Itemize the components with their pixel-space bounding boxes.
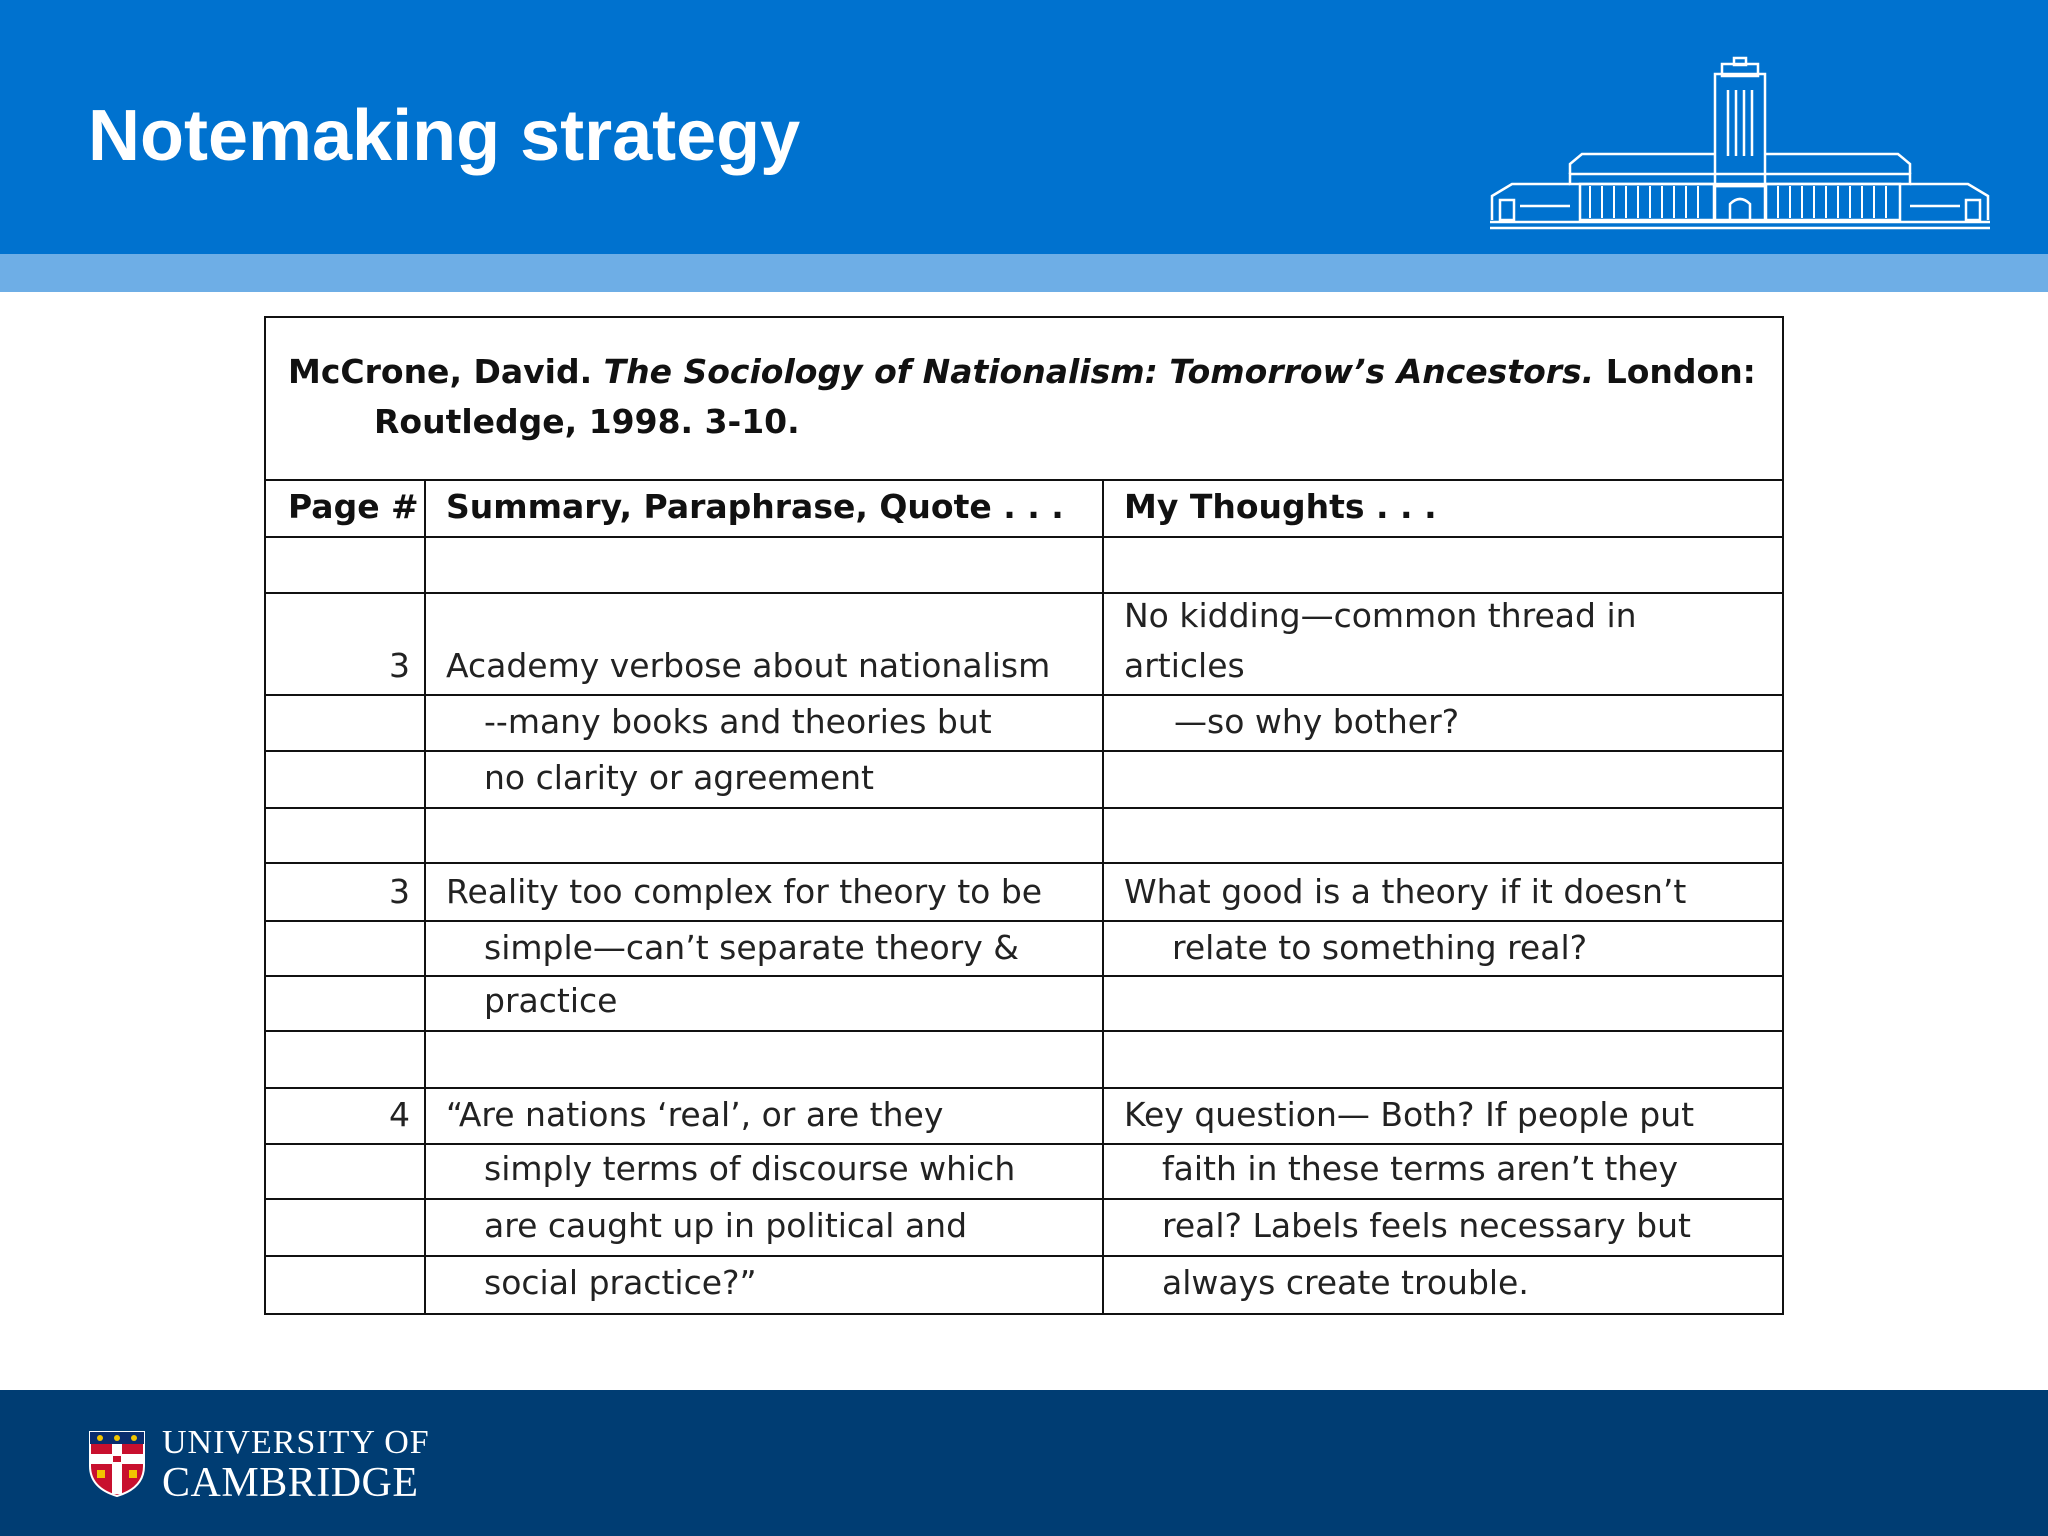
summary-text: simple—can’t separate theory & (484, 928, 1019, 967)
summary-text: no clarity or agreement (484, 758, 874, 797)
citation-book-title: The Sociology of Nationalism: Tomorrow’s Ancestors. (603, 352, 1595, 391)
page-number: 4 (389, 1095, 410, 1134)
table-row (266, 809, 1782, 864)
summary-text: practice (484, 981, 618, 1020)
summary-text: are caught up in political and (484, 1206, 968, 1245)
summary-text: Reality too complex for theory to be (446, 872, 1043, 911)
thoughts-text: —so why bother? (1174, 702, 1460, 741)
thoughts-text: articles (1124, 646, 1245, 685)
summary-text: --many books and theories but (484, 702, 992, 741)
table-row (266, 922, 1782, 977)
page-number: 3 (389, 646, 410, 685)
summary-text: “Are nations ‘real’, or are they (446, 1095, 944, 1134)
table-row (266, 1145, 1782, 1200)
table-row (266, 1032, 1782, 1089)
table-row (266, 1089, 1782, 1145)
header-thoughts: My Thoughts . . . (1124, 487, 1437, 526)
thoughts-text: relate to something real? (1172, 928, 1588, 967)
thoughts-text: What good is a theory if it doesn’t (1124, 872, 1687, 911)
university-name-line-2: CAMBRIDGE (162, 1460, 419, 1506)
thoughts-text: Key question— Both? If people put (1124, 1095, 1695, 1134)
university-name-line-1: UNIVERSITY OF (162, 1424, 430, 1461)
citation-place: London: (1594, 352, 1756, 391)
table-row (266, 864, 1782, 922)
summary-text: simply terms of discourse which (484, 1149, 1016, 1188)
citation-block (266, 318, 1782, 481)
table-row (266, 594, 1782, 696)
table-row (266, 977, 1782, 1032)
university-crest-icon (88, 1430, 146, 1498)
table-row (266, 1200, 1782, 1257)
citation-line-1 (288, 352, 1756, 392)
page-number: 3 (389, 872, 410, 911)
slide-title: Notemaking strategy (88, 96, 801, 176)
thoughts-text: always create trouble. (1162, 1263, 1529, 1302)
table-row (266, 1257, 1782, 1313)
citation-author: McCrone, David. (288, 352, 604, 391)
table-row (266, 696, 1782, 752)
header-strip (0, 254, 2048, 292)
summary-text: Academy verbose about nationalism (446, 646, 1051, 685)
table-header-row (266, 481, 1782, 538)
note-document (264, 316, 1784, 1315)
university-library-building-icon (1490, 56, 1990, 232)
citation-line-2: Routledge, 1998. 3-10. (374, 402, 800, 441)
header-summary: Summary, Paraphrase, Quote . . . (446, 487, 1064, 526)
thoughts-text: real? Labels feels necessary but (1162, 1206, 1691, 1245)
summary-text: social practice?” (484, 1263, 757, 1302)
table-row (266, 538, 1782, 594)
table-row (266, 752, 1782, 809)
thoughts-text: faith in these terms aren’t they (1162, 1149, 1679, 1188)
header-page: Page # (288, 487, 419, 526)
thoughts-text: No kidding—common thread in (1124, 596, 1637, 635)
